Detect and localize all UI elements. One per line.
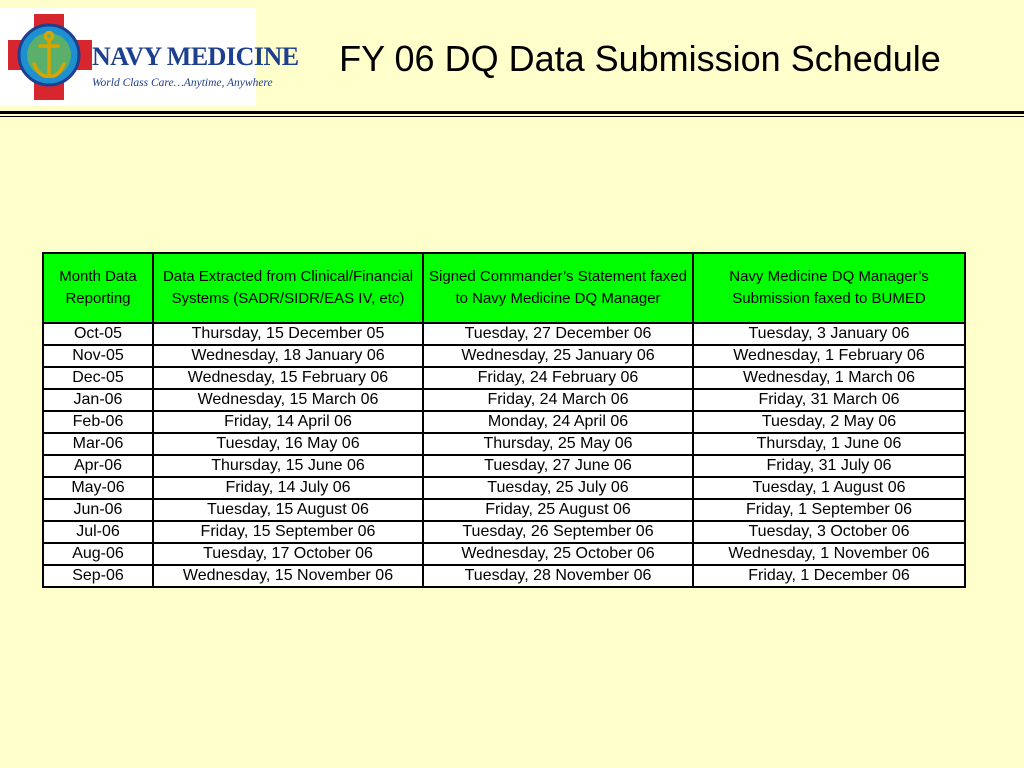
table-row — [43, 389, 965, 411]
table-row — [43, 345, 965, 367]
cell-dq-manager-submission: Wednesday, 1 February 06 — [693, 345, 965, 367]
table-row — [43, 367, 965, 389]
cell-commander-statement: Tuesday, 27 June 06 — [423, 455, 693, 477]
table-row — [43, 411, 965, 433]
cell-month: Jul-06 — [43, 521, 153, 543]
cell-data-extracted: Thursday, 15 December 05 — [153, 323, 423, 345]
cell-month: Aug-06 — [43, 543, 153, 565]
schedule-table — [42, 252, 966, 588]
table-row — [43, 455, 965, 477]
table-row — [43, 499, 965, 521]
cell-month: Feb-06 — [43, 411, 153, 433]
cell-dq-manager-submission: Friday, 1 December 06 — [693, 565, 965, 587]
table-row — [43, 433, 965, 455]
cell-data-extracted: Wednesday, 15 March 06 — [153, 389, 423, 411]
cell-commander-statement: Friday, 24 February 06 — [423, 367, 693, 389]
logo-tagline: World Class Care…Anytime, Anywhere — [92, 77, 273, 89]
cell-dq-manager-submission: Tuesday, 1 August 06 — [693, 477, 965, 499]
cell-data-extracted: Wednesday, 15 November 06 — [153, 565, 423, 587]
cell-data-extracted: Thursday, 15 June 06 — [153, 455, 423, 477]
cell-month: Oct-05 — [43, 323, 153, 345]
cell-dq-manager-submission: Wednesday, 1 November 06 — [693, 543, 965, 565]
cell-commander-statement: Monday, 24 April 06 — [423, 411, 693, 433]
cell-month: Dec-05 — [43, 367, 153, 389]
cell-data-extracted: Friday, 14 April 06 — [153, 411, 423, 433]
cell-commander-statement: Tuesday, 27 December 06 — [423, 323, 693, 345]
cell-month: Jan-06 — [43, 389, 153, 411]
cell-data-extracted: Wednesday, 18 January 06 — [153, 345, 423, 367]
cell-dq-manager-submission: Thursday, 1 June 06 — [693, 433, 965, 455]
cell-data-extracted: Tuesday, 17 October 06 — [153, 543, 423, 565]
logo-wordmark: NAVY MEDICINE — [92, 42, 299, 71]
cell-commander-statement: Friday, 24 March 06 — [423, 389, 693, 411]
cell-month: Apr-06 — [43, 455, 153, 477]
cell-commander-statement: Wednesday, 25 January 06 — [423, 345, 693, 367]
cell-dq-manager-submission: Friday, 1 September 06 — [693, 499, 965, 521]
table-row — [43, 477, 965, 499]
cell-month: Nov-05 — [43, 345, 153, 367]
cell-month: Sep-06 — [43, 565, 153, 587]
cell-data-extracted: Friday, 14 July 06 — [153, 477, 423, 499]
header-month: Month Data Reporting — [43, 253, 153, 323]
cell-dq-manager-submission: Friday, 31 July 06 — [693, 455, 965, 477]
cell-data-extracted: Tuesday, 15 August 06 — [153, 499, 423, 521]
table-row — [43, 323, 965, 345]
cell-data-extracted: Friday, 15 September 06 — [153, 521, 423, 543]
header-commander-statement: Signed Commander’s Statement faxed to Navy Medicine DQ Manager — [423, 253, 693, 323]
table-row — [43, 521, 965, 543]
cross-anchor-emblem-icon — [0, 8, 92, 106]
cell-commander-statement: Friday, 25 August 06 — [423, 499, 693, 521]
cell-commander-statement: Tuesday, 26 September 06 — [423, 521, 693, 543]
header-divider — [0, 111, 1024, 114]
cell-commander-statement: Wednesday, 25 October 06 — [423, 543, 693, 565]
header-data-extracted: Data Extracted from Clinical/Financial Systems (SADR/SIDR/EAS IV, etc) — [153, 253, 423, 323]
header-divider-thin — [0, 116, 1024, 117]
cell-month: Jun-06 — [43, 499, 153, 521]
table-row — [43, 565, 965, 587]
cell-month: Mar-06 — [43, 433, 153, 455]
table-row — [43, 543, 965, 565]
table-body — [43, 323, 965, 587]
header-dq-manager-submission: Navy Medicine DQ Manager’s Submission faxed to BUMED — [693, 253, 965, 323]
cell-commander-statement: Thursday, 25 May 06 — [423, 433, 693, 455]
cell-dq-manager-submission: Tuesday, 2 May 06 — [693, 411, 965, 433]
cell-dq-manager-submission: Wednesday, 1 March 06 — [693, 367, 965, 389]
table-header-row — [43, 253, 965, 323]
cell-month: May-06 — [43, 477, 153, 499]
cell-commander-statement: Tuesday, 25 July 06 — [423, 477, 693, 499]
navy-medicine-logo — [0, 8, 299, 106]
cell-dq-manager-submission: Tuesday, 3 October 06 — [693, 521, 965, 543]
cell-data-extracted: Wednesday, 15 February 06 — [153, 367, 423, 389]
cell-dq-manager-submission: Tuesday, 3 January 06 — [693, 323, 965, 345]
page-title: FY 06 DQ Data Submission Schedule — [339, 38, 941, 79]
cell-dq-manager-submission: Friday, 31 March 06 — [693, 389, 965, 411]
cell-data-extracted: Tuesday, 16 May 06 — [153, 433, 423, 455]
cell-commander-statement: Tuesday, 28 November 06 — [423, 565, 693, 587]
